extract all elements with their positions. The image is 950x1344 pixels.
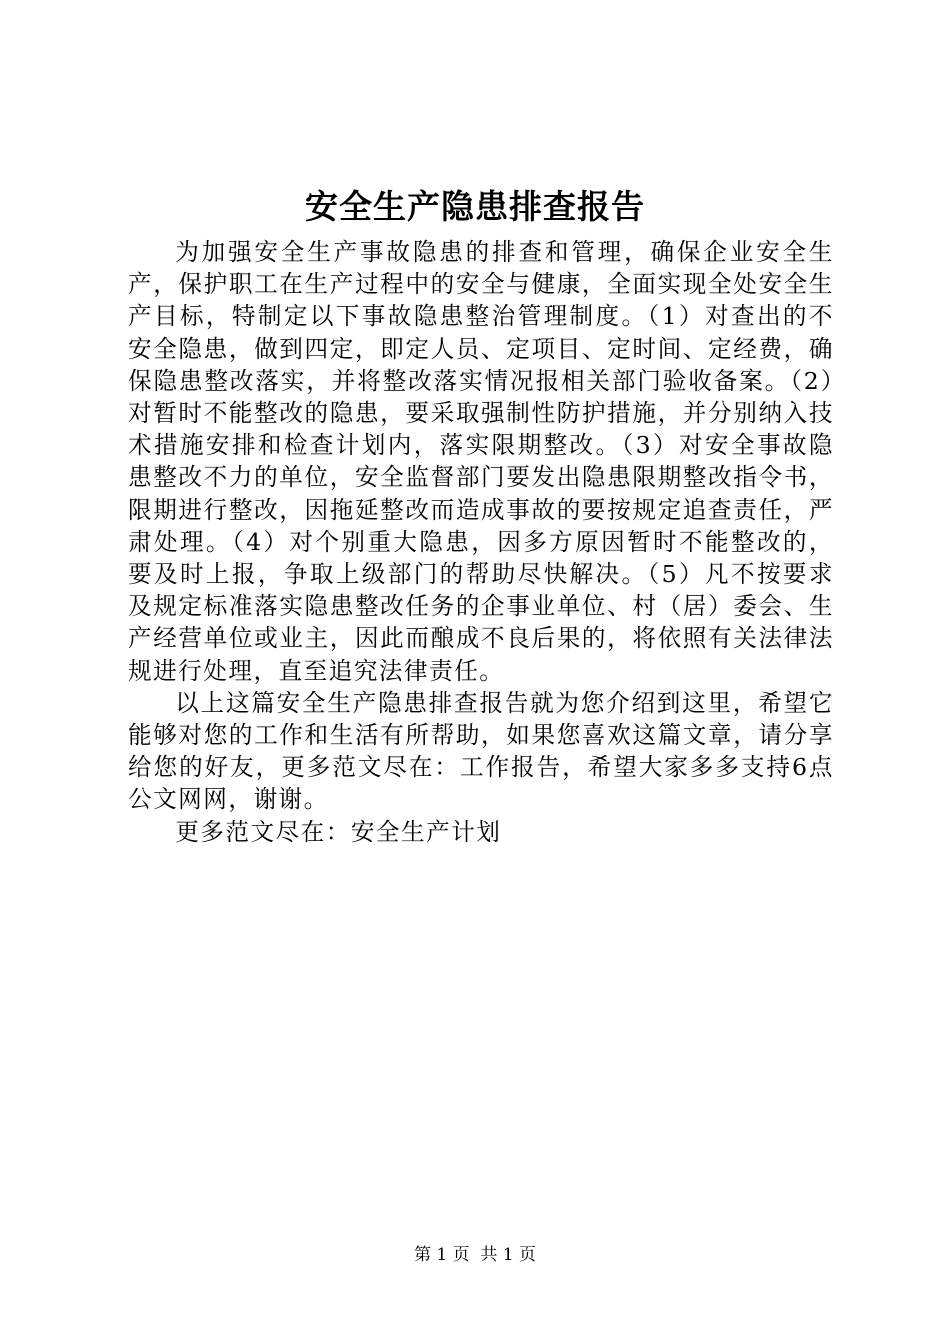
footer-gap: [470, 1245, 481, 1265]
document-title: 安全生产隐患排查报告: [305, 187, 645, 226]
paragraph-main: 为加强安全生产事故隐患的排查和管理，确保企业安全生产，保护职工在生产过程中的安全与健康，全面实现全处安全生产目标，特制定以下事故隐患整治管理制度。（1）对查出的不安全隐患，做到四定，即定人员、定项目、定时间、定经费，确保隐患整改落实，并将整改落实情况报相关部门验收备案。（2）对暂时不能整改的隐患，要采取强制性防护措施，并分别纳入技术措施安排和检查计划内，落实限期整改。（3）对安全事故隐患整改不力的单位，安全监督部门要发出隐患限期整改指令书，限期进行整改，因拖延整改而造成事故的要按规定追查责任，严肃处理。（4）对个别重大隐患，因多方原因暂时不能整改的，要及时上报，争取上级部门的帮助尽快解决。（5）凡不按要求及规定标准落实隐患整改任务的企事业单位、村（居）委会、生产经营单位或业主，因此而酿成不良后果的，将依照有关法律法规进行处理，直至追究法律责任。: [128, 238, 834, 685]
document-body: [128, 236, 834, 848]
paragraph-more: 更多范文尽在：安全生产计划: [175, 817, 502, 846]
page-total: 共 1 页: [480, 1245, 537, 1265]
page-number: 第 1 页: [413, 1245, 470, 1265]
paragraph-closing: 以上这篇安全生产隐患排查报告就为您介绍到这里，希望它能够对您的工作和生活有所帮助，如果您喜欢这篇文章，请分享给您的好友，更多范文尽在：工作报告，希望大家多多支持6点公文网网，谢谢。: [128, 688, 834, 814]
page-footer: [0, 1243, 950, 1267]
